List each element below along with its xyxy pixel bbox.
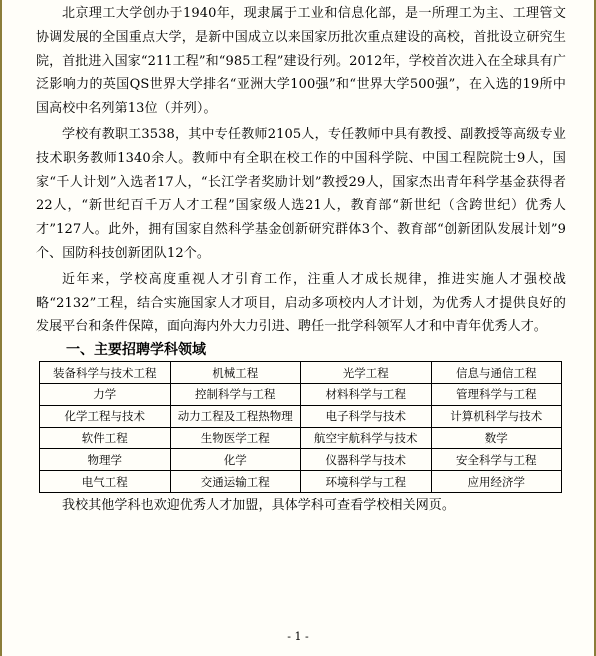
discipline-cell: 管理科学与工程 bbox=[431, 383, 562, 405]
discipline-cell: 动力工程及工程热物理 bbox=[170, 405, 301, 427]
discipline-cell: 材料科学与工程 bbox=[301, 383, 432, 405]
page-number: - 1 - bbox=[287, 630, 309, 643]
discipline-cell: 控制科学与工程 bbox=[170, 383, 301, 405]
table-row bbox=[40, 449, 562, 471]
intro-paragraph-faculty: 学校有教职工3538，其中专任教师2105人，专任教师中具有教授、副教授等高级专业技术职务教师1340余人。教师中有全职在校工作的中国科学院、中国工程院院士9人，国家“千人计划”入选者17人，“长江学者奖励计划”教授29人，国家杰出青年科学基金获得者22人，“新世纪百千万人才工程”国家级人选21人，教育部“新世纪（含跨世纪）优秀人才”127人。此外，拥有国家自然科学基金创新研究群体3个、教育部“创新团队发展计划”9个、国防科技创新团队12个。 bbox=[36, 126, 566, 261]
table-row bbox=[40, 362, 562, 384]
discipline-cell: 电气工程 bbox=[40, 471, 171, 493]
discipline-cell: 光学工程 bbox=[301, 362, 432, 384]
discipline-cell: 航空宇航科学与技术 bbox=[301, 427, 432, 449]
discipline-cell: 生物医学工程 bbox=[170, 427, 301, 449]
discipline-cell: 物理学 bbox=[40, 449, 171, 471]
discipline-cell: 力学 bbox=[40, 383, 171, 405]
discipline-cell: 安全科学与工程 bbox=[431, 449, 562, 471]
discipline-cell: 化学工程与技术 bbox=[40, 405, 171, 427]
intro-paragraph-talent: 近年来，学校高度重视人才引育工作，注重人才成长规律，推进实施人才强校战略“2132”工程，结合实施国家人才项目，启动多项校内人才计划，为优秀人才提供良好的发展平台和条件保障，面向海内外大力引进、聘任一批学科领军人才和中青年优秀人才。 bbox=[36, 271, 566, 335]
discipline-cell: 电子科学与技术 bbox=[301, 405, 432, 427]
discipline-cell: 装备科学与技术工程 bbox=[40, 362, 171, 384]
intro-paragraph-history: 北京理工大学创办于1940年，现隶属于工业和信息化部，是一所理工为主、工理管文协调发展的全国重点大学，是新中国成立以来国家历批次重点建设的高校，首批设立研究生院，首批进入国家“211工程”和“985工程”建设行列。2012年，学校首次进入在全球具有广泛影响力的英国QS世界大学排名“亚洲大学100强”和“世界大学500强”，在入选的19所中国高校中名列第13位（并列）。 bbox=[36, 6, 566, 117]
discipline-cell: 交通运输工程 bbox=[170, 471, 301, 493]
discipline-cell: 数学 bbox=[431, 427, 562, 449]
discipline-cell: 仪器科学与技术 bbox=[301, 449, 432, 471]
discipline-cell: 计算机科学与技术 bbox=[431, 405, 562, 427]
section-heading: 一、主要招聘学科领域 bbox=[66, 342, 206, 359]
closing-note: 我校其他学科也欢迎优秀人才加盟，具体学科可查看学校相关网页。 bbox=[62, 497, 456, 513]
discipline-cell: 信息与通信工程 bbox=[431, 362, 562, 384]
document-content bbox=[36, 2, 566, 518]
discipline-cell: 环境科学与工程 bbox=[301, 471, 432, 493]
discipline-table bbox=[39, 361, 562, 493]
discipline-cell: 应用经济学 bbox=[431, 471, 562, 493]
table-row bbox=[40, 405, 562, 427]
table-row bbox=[40, 383, 562, 405]
discipline-cell: 机械工程 bbox=[170, 362, 301, 384]
table-row bbox=[40, 427, 562, 449]
discipline-cell: 化学 bbox=[170, 449, 301, 471]
discipline-cell: 软件工程 bbox=[40, 427, 171, 449]
table-row bbox=[40, 471, 562, 493]
